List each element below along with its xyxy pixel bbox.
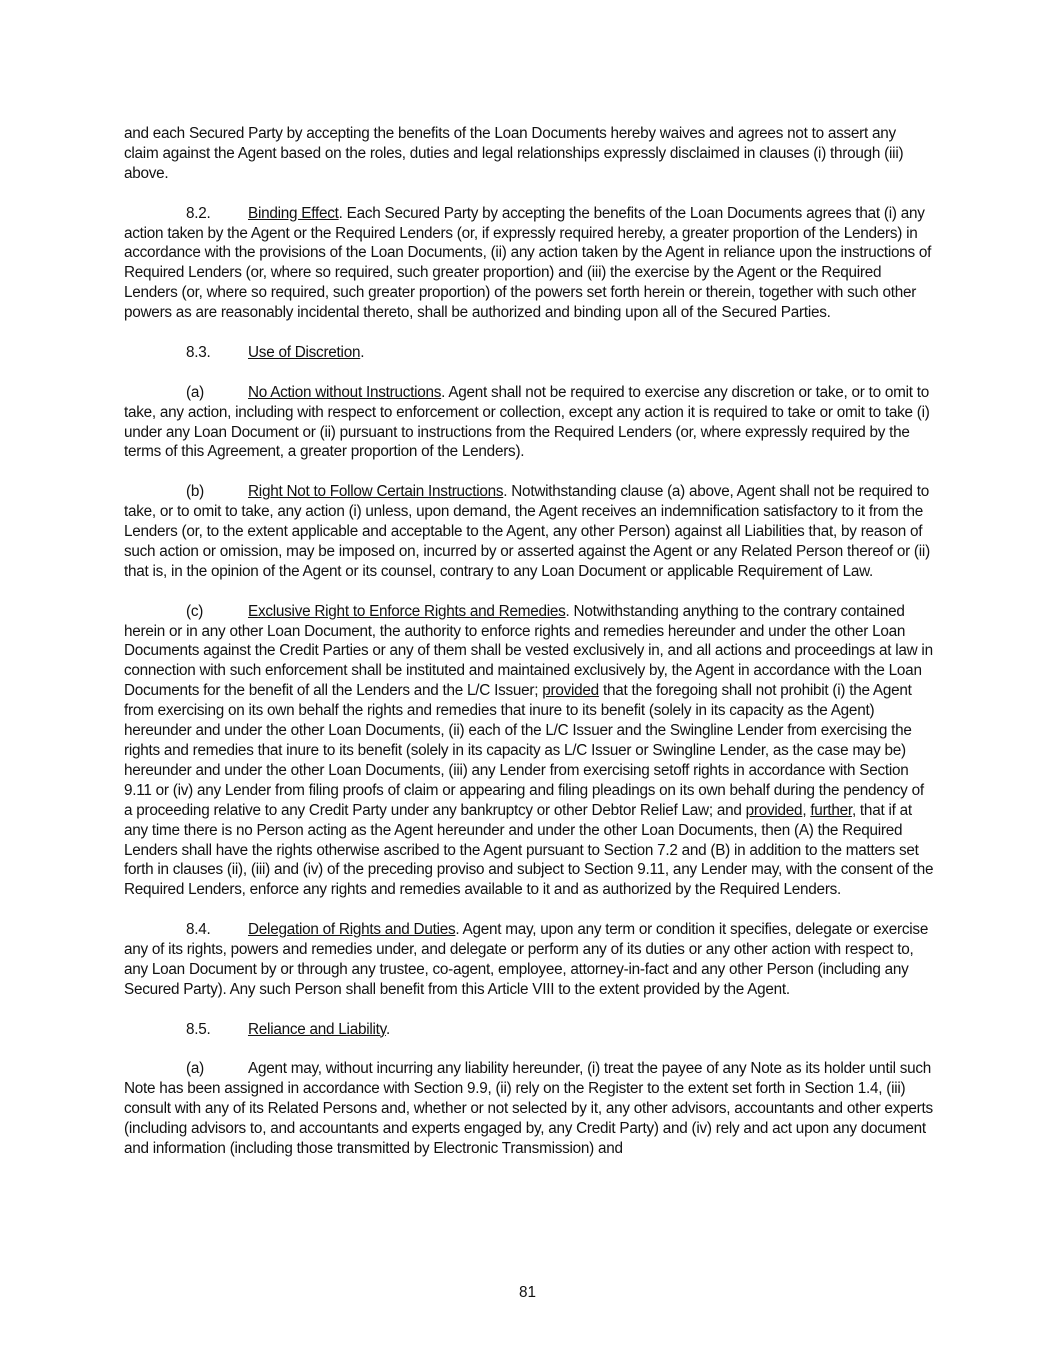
section-8-3-heading bbox=[124, 343, 934, 363]
document-page bbox=[124, 124, 934, 1179]
clause-title: Right Not to Follow Certain Instructions bbox=[248, 483, 504, 501]
section-8-5-a-paragraph bbox=[124, 1059, 934, 1159]
section-body: . Each Secured Party by accepting the benefits of the Loan Documents agrees that (i) any action taken by the Agent or the Required Lenders (or, if expressly required hereby, a greater proportion of the Lenders) in accordance with the provisions of the Loan Documents, (ii) any action taken by the Agent in reliance upon the instructions of Required Lenders (or, where so required, such greater proportion) and (iii) the exercise by the Agent or the Required Lenders (or, where so required, such greater proportion) of the powers set forth herein or therein, together with such other powers as are reasonably incidental thereto, shall be authorized and binding upon all of the Secured Parties. bbox=[124, 204, 932, 322]
clause-title: No Action without Instructions bbox=[248, 383, 442, 401]
clause-label: (a) bbox=[186, 383, 204, 401]
clause-body-part1: . Notwithstanding anything to the contrary contained herein or in any other Loan Document, the authority to enforce rights and remedies hereunder and under the other Loan Documents against the Credit Parties or any of them shall be vested exclusively in, and all actions and proceedings at law in connection with such enforcement shall be instituted and maintained exclusively by, the Agent in accordance with the Loan Documents for the benefit of all the Lenders and the L/C Issuer; bbox=[124, 602, 933, 700]
clause-body-part2: that the foregoing shall not prohibit (i) the Agent from exercising on its own behalf the rights and remedies that inure to its benefit (solely in its capacity as the Agent) hereunder and under the other Loan Documents, (ii) each of the L/C Issuer and the Swingline Lender from exercising the rights and remedies that inure to its benefit (solely in its capacity as L/C Issuer or Swingline Lender, as the case may be) hereunder and under the other Loan Documents, (iii) any Lender from exercising setoff rights in accordance with Section 9.11 or (iv) any Lender from filing proofs of claim or appearing and filing pleadings on its own behalf during the pendency of a proceeding relative to any Credit Party under any bankruptcy or other Debtor Relief Law; and bbox=[124, 682, 924, 819]
section-8-3-a-paragraph bbox=[124, 383, 934, 463]
clause-label: (c) bbox=[186, 602, 204, 620]
section-8-3-c-paragraph bbox=[124, 602, 934, 901]
section-number: 8.5. bbox=[186, 1020, 211, 1038]
proviso-term-further: further bbox=[810, 801, 852, 819]
section-number: 8.2. bbox=[186, 204, 211, 222]
section-8-3-b-paragraph bbox=[124, 482, 934, 582]
clause-label: (a) bbox=[186, 1060, 204, 1078]
proviso-term: provided bbox=[542, 682, 599, 700]
clause-title: Exclusive Right to Enforce Rights and Remedies bbox=[248, 602, 566, 620]
clause-body: . Agent shall not be required to exercise any discretion or take, or to omit to take, any action, including with respect to enforcement or collection, except any action it is required to take or omit to take (i) under any Loan Document or (ii) pursuant to instructions from the Required Lenders (or, where expressly required by the terms of this Agreement, a greater proportion of the Lenders). bbox=[124, 383, 930, 461]
clause-body: . Notwithstanding clause (a) above, Agent shall not be required to take, or to omit to take, any action (i) unless, upon demand, the Agent receives an indemnification satisfactory to it from the Lenders (or, to the extent applicable and acceptable to the Agent, any other Person) against all Liabilities that, by reason of such action or omission, may be imposed on, incurred by or asserted against the Agent or any Related Person thereof or (ii) that is, in the opinion of the Agent or its counsel, contrary to any Loan Document or applicable Requirement of Law. bbox=[124, 483, 930, 580]
section-title: Delegation of Rights and Duties bbox=[248, 921, 456, 939]
section-8-5-heading bbox=[124, 1020, 934, 1040]
page-number: 81 bbox=[518, 1284, 536, 1301]
intro-text: and each Secured Party by accepting the benefits of the Loan Documents hereby waives and agrees not to assert any claim against the Agent based on the roles, duties and legal relationships expressly disclaimed in clauses (i) through (iii) above. bbox=[124, 125, 904, 182]
section-title: Reliance and Liability bbox=[248, 1020, 386, 1038]
clause-body-part3: , that if at any time there is no Person acting as the Agent hereunder and under the other Loan Documents, then (A) the Required Lenders shall have the rights otherwise ascribed to the Agent pursuant to Section 7.2 and (B) in addition to the matters set forth in clauses (ii), (iii) and (iv) of the preceding proviso and subject to Section 9.11, any Lender may, with the consent of the Required Lenders, enforce any rights and remedies available to it and as authorized by the Required Lenders. bbox=[124, 801, 934, 899]
clause-body: Agent may, without incurring any liability hereunder, (i) treat the payee of any Note as its holder until such Note has been assigned in accordance with Section 9.9, (ii) rely on the Register to the extent set forth in Section 1.4, (iii) consult with any of its Related Persons and, whether or not selected by it, any other advisors, accountants and other experts (including advisors to, and accountants and experts engaged by, any Credit Party) and (iv) rely and act upon any document and information (including those transmitted by Electronic Transmission) and bbox=[124, 1060, 933, 1158]
section-title-period: . bbox=[360, 343, 365, 361]
intro-paragraph bbox=[124, 124, 934, 184]
section-title: Use of Discretion bbox=[248, 343, 361, 361]
section-title-period: . bbox=[385, 1020, 390, 1038]
separator: , bbox=[802, 801, 811, 819]
section-title: Binding Effect bbox=[248, 204, 339, 222]
clause-label: (b) bbox=[186, 483, 204, 501]
section-8-4-paragraph bbox=[124, 920, 934, 1000]
section-8-2-paragraph bbox=[124, 204, 934, 323]
section-number: 8.3. bbox=[186, 343, 211, 361]
section-number: 8.4. bbox=[186, 921, 211, 939]
section-body: . Agent may, upon any term or condition it specifies, delegate or exercise any of its rights, powers and remedies under, and delegate or perform any of its duties or any other action with respect to, any Loan Document by or through any trustee, co-agent, employee, attorney-in-fact and any other Person (including any Secured Party). Any such Person shall benefit from this Article VIII to the extent provided by the Agent. bbox=[124, 921, 929, 998]
proviso-term: provided bbox=[745, 801, 803, 819]
